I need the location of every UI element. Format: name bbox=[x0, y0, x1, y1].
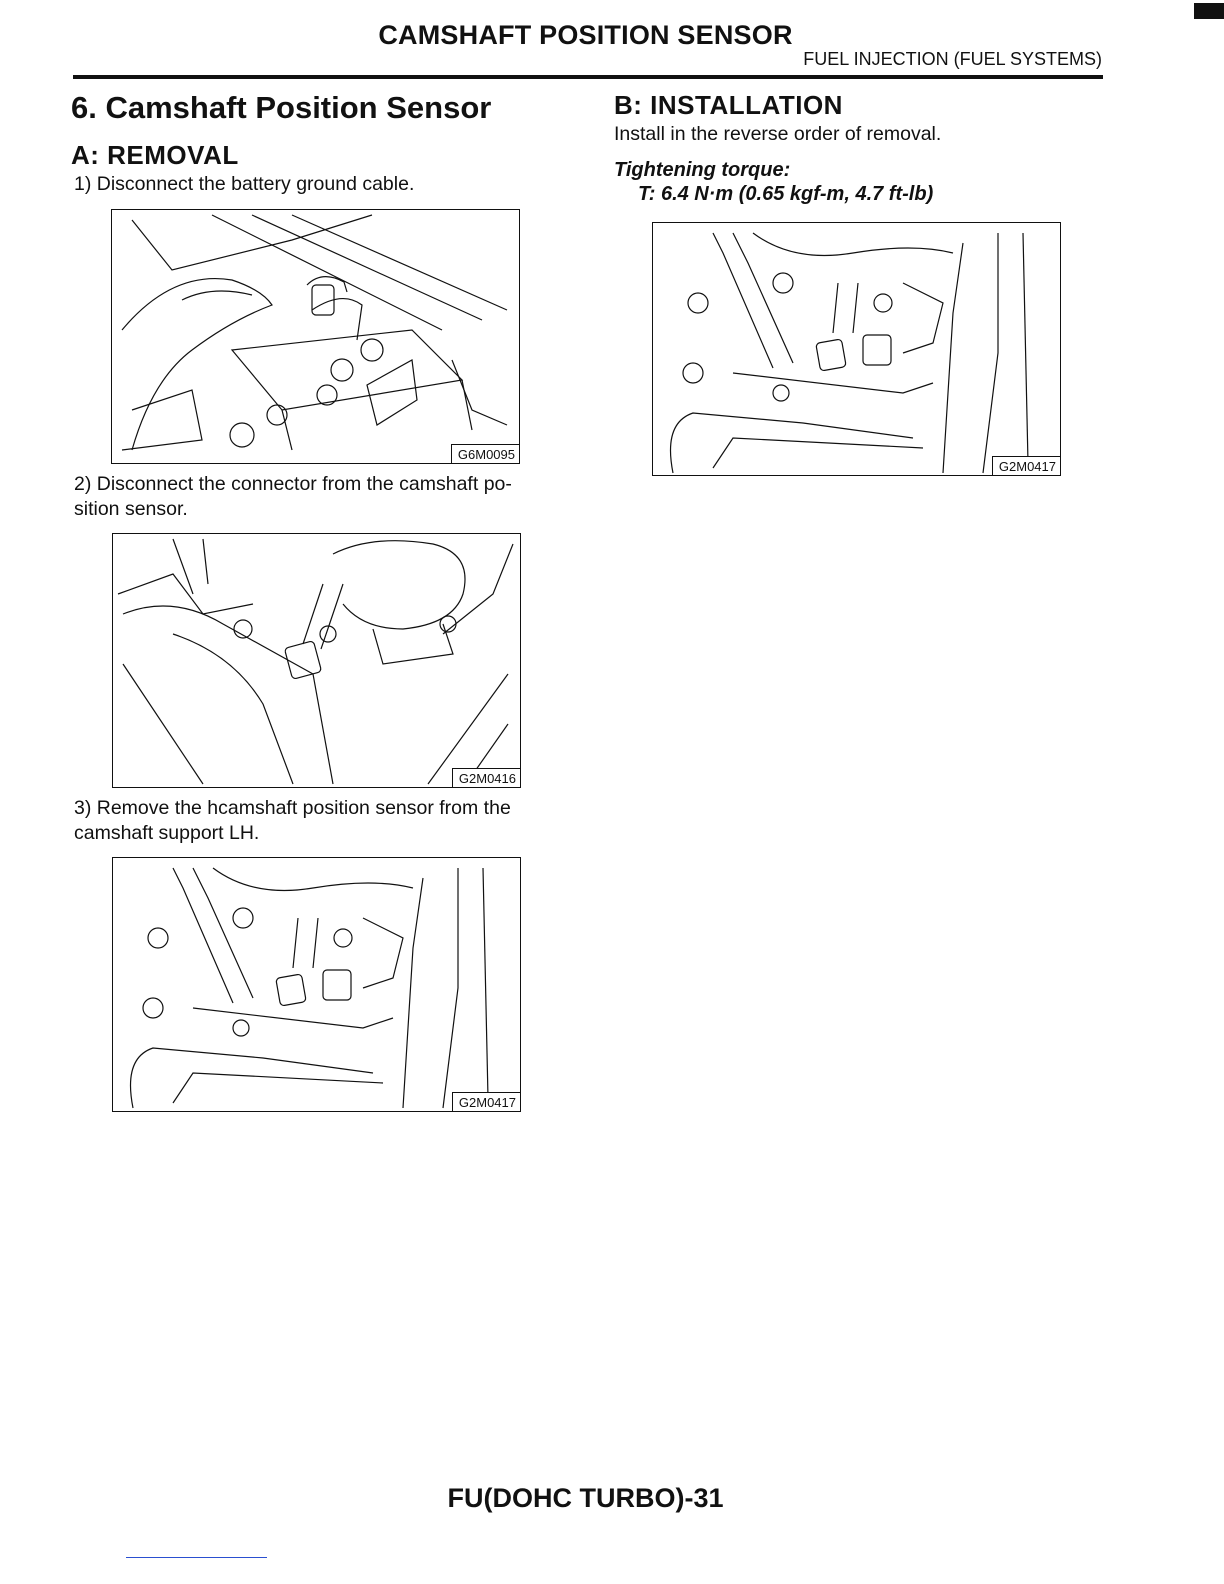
figure-sensor-installation bbox=[652, 222, 1061, 476]
figure-sensor-removal bbox=[112, 857, 521, 1112]
figure-code: G2M0417 bbox=[992, 456, 1060, 475]
page-footer-id: FU(DOHC TURBO)-31 bbox=[447, 1483, 724, 1513]
torque-value: T: 6.4 N·m (0.65 kgf-m, 4.7 ft-lb) bbox=[638, 183, 934, 205]
sensor-removal-illustration bbox=[113, 858, 520, 1111]
bottom-rule bbox=[126, 1557, 267, 1558]
torque-label: Tightening torque: bbox=[614, 159, 791, 181]
figure-code: G6M0095 bbox=[451, 444, 519, 463]
figure-code: G2M0416 bbox=[452, 768, 520, 787]
figure-camshaft-connector bbox=[112, 533, 521, 788]
removal-step-2: 2) Disconnect the connector from the camshaft po- sition sensor. bbox=[74, 473, 512, 520]
removal-step-3: 3) Remove the hcamshaft position sensor from the camshaft support LH. bbox=[74, 797, 511, 844]
page-header-title: CAMSHAFT POSITION SENSOR bbox=[378, 20, 793, 50]
figure-battery-ground-cable bbox=[111, 209, 520, 464]
connector-illustration bbox=[113, 534, 520, 787]
scan-artifact-mark bbox=[1194, 3, 1224, 19]
section-title: 6. Camshaft Position Sensor bbox=[71, 90, 492, 125]
installation-text: Install in the reverse order of removal. bbox=[614, 123, 942, 145]
header-rule bbox=[73, 75, 1103, 79]
page-header-subtitle: FUEL INJECTION (FUEL SYSTEMS) bbox=[803, 49, 1102, 69]
battery-illustration bbox=[112, 210, 519, 463]
removal-heading: A: REMOVAL bbox=[71, 140, 239, 170]
installation-heading: B: INSTALLATION bbox=[614, 90, 843, 120]
figure-code: G2M0417 bbox=[452, 1092, 520, 1111]
removal-step-1: 1) Disconnect the battery ground cable. bbox=[74, 173, 415, 195]
sensor-installation-illustration bbox=[653, 223, 1060, 475]
